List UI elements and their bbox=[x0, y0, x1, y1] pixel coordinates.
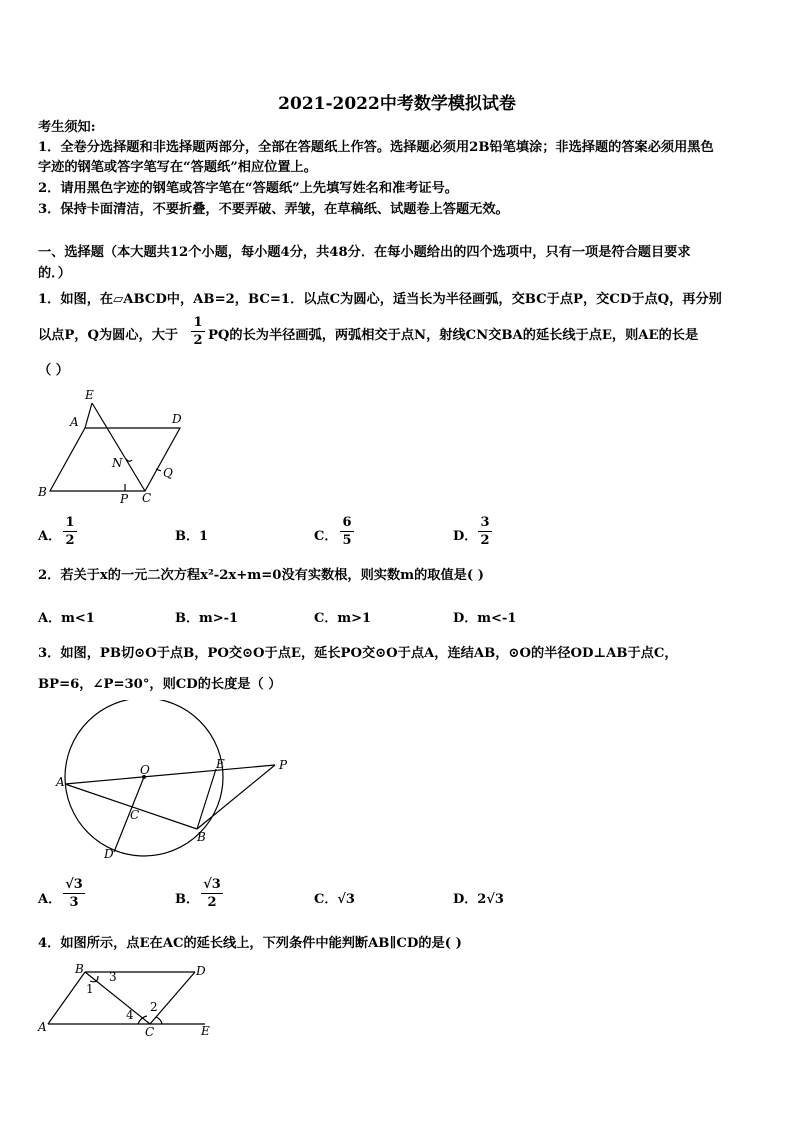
point-label: E bbox=[201, 1024, 210, 1038]
question-1-text: 1．如图，在▱ABCD中，AB=2，BC=1．以点C为圆心，适当长为半径画弧，交BC于点P，交CD于点Q，再分别 bbox=[38, 292, 722, 307]
point-label: A bbox=[70, 415, 79, 429]
option-d-fraction bbox=[478, 515, 492, 548]
question-1-text: 以点P，Q为圆心，大于 bbox=[38, 328, 179, 343]
option-d: D．2√3 bbox=[453, 892, 504, 907]
fraction-denominator: 5 bbox=[342, 533, 352, 548]
notice-line: 2．请用黑色字迹的钢笔或答字笔在“答题纸”上先填写姓名和准考证号。 bbox=[38, 181, 458, 196]
angle-label: 1 bbox=[86, 982, 94, 996]
point-label: B bbox=[38, 485, 47, 499]
fraction-denominator: 2 bbox=[193, 333, 203, 348]
segment-cd bbox=[150, 972, 195, 1024]
radius-od bbox=[114, 777, 144, 852]
angle-label: 3 bbox=[109, 970, 117, 984]
point-label: Q bbox=[163, 466, 173, 480]
option-c-fraction bbox=[340, 515, 354, 548]
option-c: C．√3 bbox=[314, 892, 355, 907]
option-b: B．1 bbox=[175, 529, 209, 544]
point-label: E bbox=[216, 757, 225, 771]
segment-be bbox=[197, 769, 216, 829]
option-c: C．m>1 bbox=[314, 611, 372, 626]
ray-cn bbox=[92, 403, 145, 491]
fraction-numerator: 6 bbox=[342, 515, 352, 530]
point-label: N bbox=[112, 456, 123, 470]
point-label: O bbox=[140, 763, 150, 777]
option-d: D． bbox=[453, 529, 478, 544]
question-3-text: 3．如图，PB切⊙O于点B，PO交⊙O于点E，延长PO交⊙O于点A，连结AB，⊙O的半径OD⊥AB于点C， bbox=[38, 646, 678, 661]
angle-mark bbox=[156, 1017, 162, 1024]
option-a-fraction bbox=[63, 877, 85, 910]
option-b: B． bbox=[175, 892, 199, 907]
notice-line: 1．全卷分选择题和非选择题两部分，全部在答题纸上作答。选择题必须用2B铅笔填涂；非选择题的答案必须用黑色 bbox=[38, 140, 714, 155]
fraction-half bbox=[191, 315, 205, 348]
tangent-pb bbox=[197, 765, 275, 829]
point-label: C bbox=[130, 808, 140, 822]
fraction-denominator: 2 bbox=[207, 895, 217, 910]
chord-ab bbox=[65, 784, 197, 829]
point-label: A bbox=[56, 775, 65, 789]
fraction-denominator: 2 bbox=[480, 533, 490, 548]
fraction-denominator: 2 bbox=[65, 533, 75, 548]
point-label: D bbox=[104, 847, 114, 861]
parallel-lines-figure bbox=[40, 962, 220, 1037]
question-2-text: 2．若关于x的一元二次方程x²-2x+m=0没有实数根，则实数m的取值是( ) bbox=[38, 568, 484, 583]
point-label: P bbox=[279, 758, 288, 772]
circle-tangent-figure bbox=[50, 700, 300, 865]
fraction-numerator: 1 bbox=[65, 515, 75, 530]
question-3-text: BP=6，∠P=30°，则CD的长度是（ ） bbox=[38, 677, 282, 692]
option-c: C． bbox=[314, 529, 338, 544]
option-a: A． bbox=[38, 892, 62, 907]
question-1-text: PQ的长为半径画弧，两弧相交于点N，射线CN交BA的延长线于点E，则AE的长是 bbox=[208, 328, 699, 343]
ray-ba-extension bbox=[85, 403, 92, 428]
section-heading: 一、选择题（本大题共12个小题，每小题4分，共48分．在每小题给出的四个选项中，只有一项是符合题目要求 bbox=[38, 245, 691, 260]
option-b: B．m>-1 bbox=[175, 611, 239, 626]
point-label: C bbox=[142, 491, 152, 505]
point-label: B bbox=[75, 962, 84, 976]
segment-ab bbox=[48, 972, 85, 1024]
option-a-fraction bbox=[63, 515, 77, 548]
page-title: 2021-2022中考数学模拟试卷 bbox=[278, 94, 516, 114]
question-4-text: 4．如图所示，点E在AC的延长线上，下列条件中能判断AB∥CD的是( ) bbox=[38, 936, 462, 951]
angle-label: 4 bbox=[126, 1008, 134, 1022]
answer-blank: （ ） bbox=[38, 363, 69, 378]
fraction-numerator: √3 bbox=[65, 877, 83, 892]
point-label: D bbox=[172, 412, 182, 426]
option-b-fraction bbox=[201, 877, 223, 910]
notice-line: 3．保持卡面清洁，不要折叠，不要弄破、弄皱，在草稿纸、试题卷上答题无效。 bbox=[38, 202, 509, 217]
line-ap bbox=[65, 765, 275, 784]
parallelogram-figure bbox=[30, 385, 200, 510]
point-label: E bbox=[85, 388, 94, 402]
option-d: D．m<-1 bbox=[453, 611, 517, 626]
point-label: D bbox=[196, 964, 206, 978]
option-a: A．m<1 bbox=[38, 611, 95, 626]
notice-line: 字迹的钢笔或答字笔写在“答题纸”相应位置上。 bbox=[38, 160, 317, 175]
point-label: P bbox=[120, 492, 129, 506]
fraction-numerator: 3 bbox=[480, 515, 490, 530]
segment-bc bbox=[85, 972, 150, 1024]
angle-label: 2 bbox=[150, 1000, 158, 1014]
fraction-denominator: 3 bbox=[69, 895, 79, 910]
notice-heading: 考生须知: bbox=[38, 120, 96, 135]
point-label: A bbox=[38, 1020, 47, 1034]
section-heading: 的．） bbox=[38, 266, 71, 281]
point-label: C bbox=[145, 1025, 155, 1039]
point-label: B bbox=[197, 830, 206, 844]
fraction-numerator: 1 bbox=[193, 315, 203, 330]
option-a: A． bbox=[38, 529, 62, 544]
fraction-numerator: √3 bbox=[203, 877, 221, 892]
